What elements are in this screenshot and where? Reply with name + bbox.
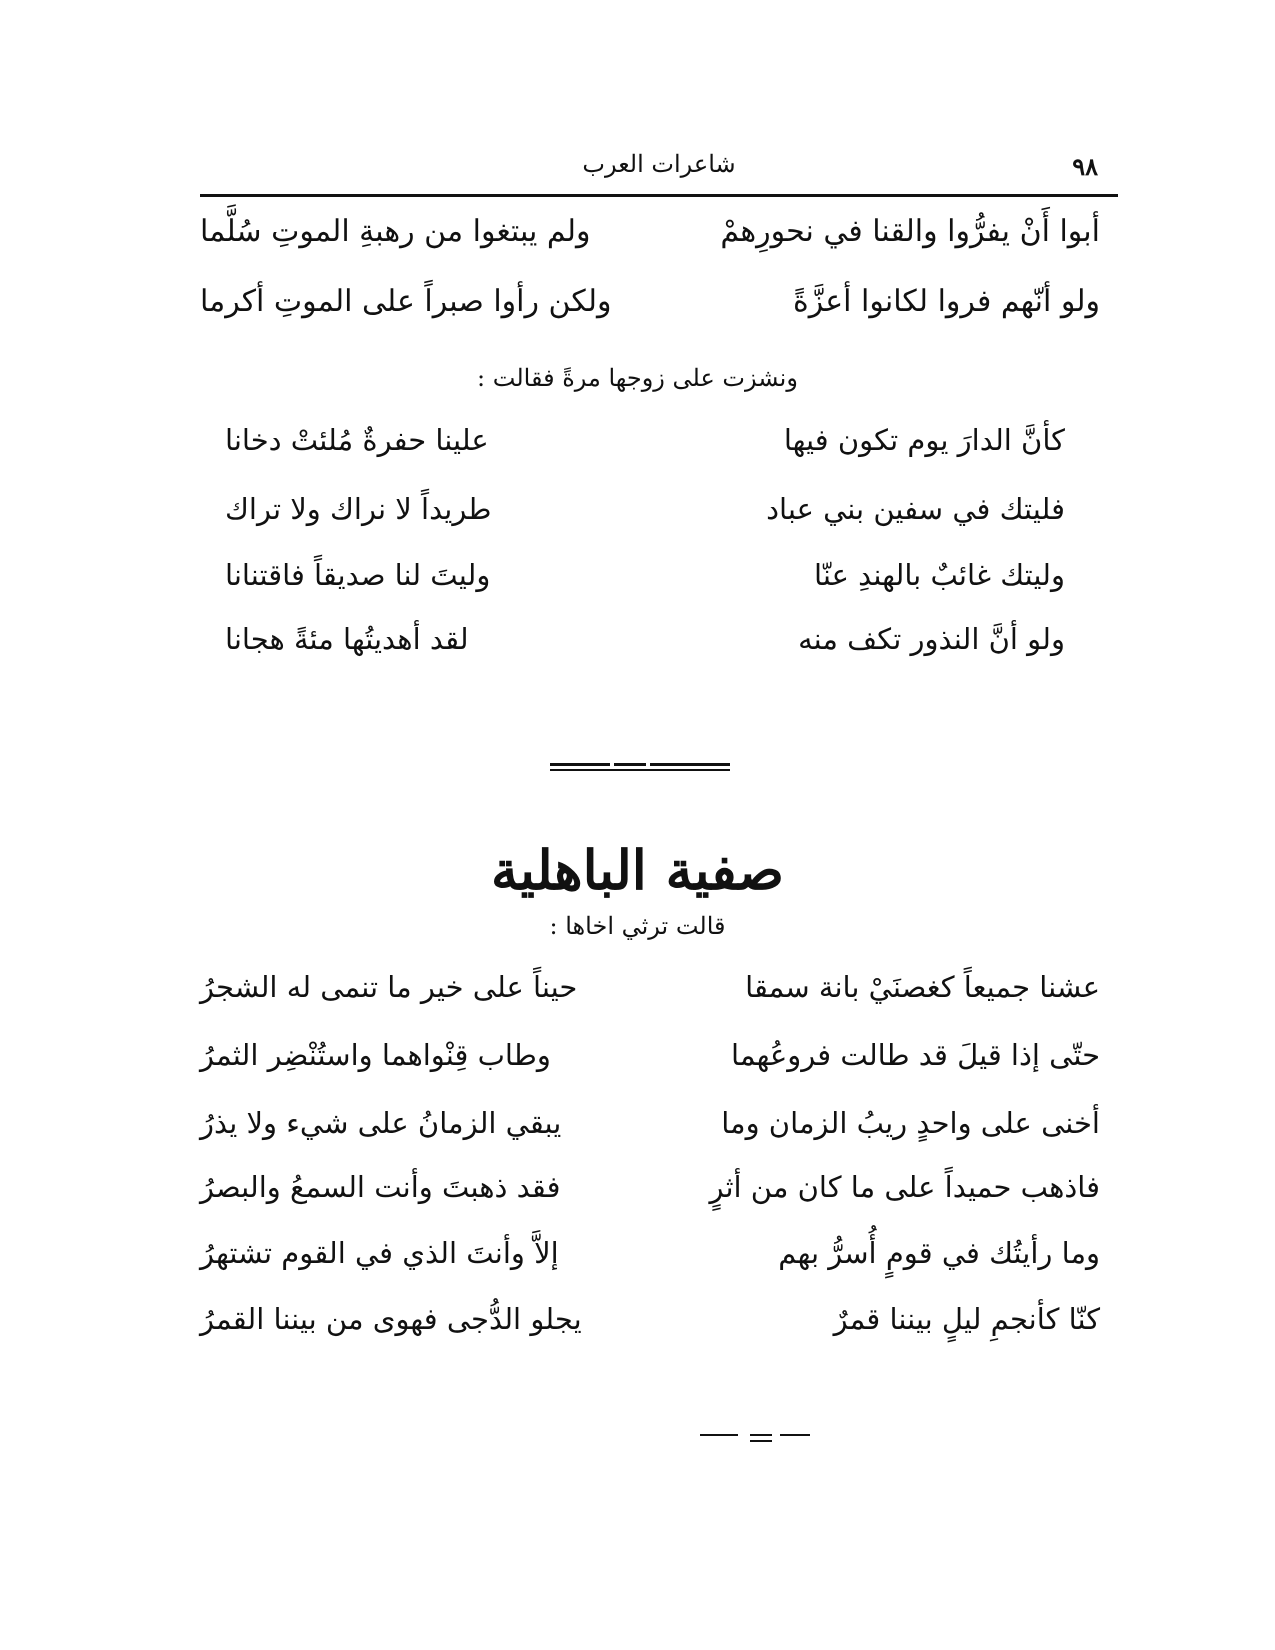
first-hemistich: أخنى على واحدٍ ريبُ الزمان وما [721,1106,1100,1140]
verse-line [225,622,1065,656]
second-hemistich: علينا حفرةٌ مُلئتْ دخانا [225,423,489,457]
verse-line [225,558,1065,592]
first-hemistich: وليتك غائبٌ بالهندِ عنّا [814,558,1065,592]
end-mark [700,1432,810,1444]
running-header [200,150,1118,190]
first-hemistich: كنّا كأنجمِ ليلٍ بيننا قمرٌ [833,1302,1100,1336]
first-hemistich: كأنَّ الدارَ يوم تكون فيها [783,423,1065,457]
book-title: شاعرات العرب [582,150,736,178]
second-hemistich: لقد أهديتُها مئةً هجانا [225,622,469,656]
verse-line [200,284,1100,319]
second-hemistich: فقد ذهبتَ وأنت السمعُ والبصرُ [200,1170,561,1204]
first-hemistich: فاذهب حميداً على ما كان من أثرٍ [709,1170,1100,1204]
first-hemistich: عشنا جميعاً كغصنَيْ بانة سمقا [745,970,1100,1004]
verse-line [200,970,1100,1004]
section-intro: قالت ترثي اخاها : [549,912,726,940]
second-hemistich: وطاب قِنْواهما واستُنْضِر الثمرُ [200,1038,551,1072]
first-hemistich: وما رأيتُك في قومٍ أُسرُّ بهم [778,1236,1100,1270]
ornament-divider [550,763,730,773]
second-hemistich: يبقي الزمانُ على شيء ولا يذرُ [200,1106,562,1140]
section-title: صفية الباهلية [490,838,785,902]
second-hemistich: ولم يبتغوا من رهبةِ الموتِ سُلَّما [200,214,591,249]
header-rule [200,194,1118,197]
verse-line [200,1170,1100,1204]
verse-line [200,214,1100,249]
verse-line [200,1106,1100,1140]
verse-line [200,1038,1100,1072]
second-hemistich: وليتَ لنا صديقاً فاقتنانا [225,558,491,592]
first-hemistich: ولو أنّهم فروا لكانوا أعزَّةً [792,284,1100,319]
second-hemistich: طريداً لا نراك ولا تراك [225,492,492,526]
first-hemistich: حتّى إذا قيلَ قد طالت فروعُهما [731,1038,1100,1072]
first-hemistich: أبوا أَنْ يفرُّوا والقنا في نحورِهمْ [720,214,1100,249]
verse-line [200,1302,1100,1336]
second-hemistich: حيناً على خير ما تنمى له الشجرُ [200,970,578,1004]
verse-line [225,492,1065,526]
second-hemistich: يجلو الدُّجى فهوى من بيننا القمرُ [200,1302,582,1336]
poem-intro: ونشزت على زوجها مرةً فقالت : [477,364,798,392]
second-hemistich: ولكن رأوا صبراً على الموتِ أكرما [200,284,612,319]
page-number: ٩٨ [1072,152,1098,181]
first-hemistich: فليتك في سفين بني عباد [766,492,1065,526]
first-hemistich: ولو أنَّ النذور تكف منه [798,622,1065,656]
verse-line [225,423,1065,457]
second-hemistich: إلاَّ وأنتَ الذي في القوم تشتهرُ [200,1236,559,1270]
verse-line [200,1236,1100,1270]
